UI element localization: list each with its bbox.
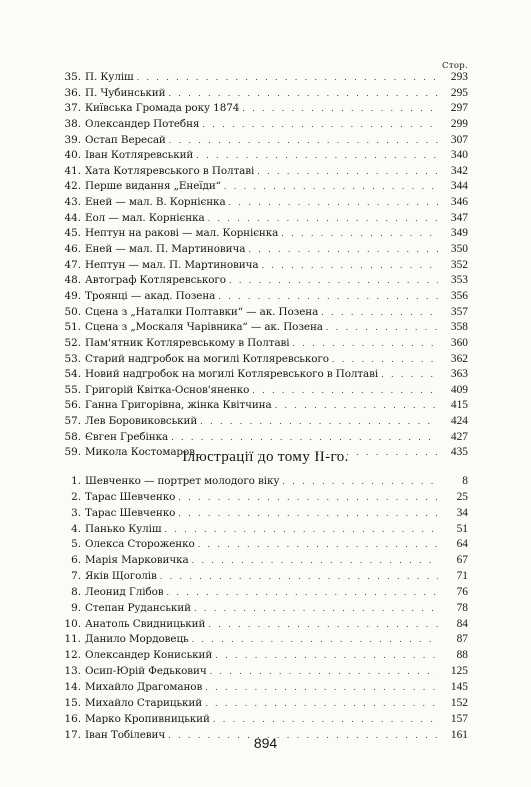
entry-title: Еол — мал. Корнієнка [85,211,205,224]
entry-page-number: 84 [456,617,468,630]
toc-entry [62,712,468,728]
toc-entry [62,383,468,399]
dot-leader [248,242,438,258]
entry-number: 53. [64,352,81,365]
entry-title: Степан Руданський [85,601,191,614]
dot-leader [178,490,438,506]
dot-leader [205,680,438,696]
entry-number: 16. [64,712,81,725]
entry-page-number: 307 [450,133,468,146]
entry-page-number: 71 [456,570,468,583]
toc-entry [62,601,468,617]
dot-leader [321,305,438,321]
dot-leader [213,712,438,728]
entry-title: Старий надгробок на могилі Котляревського [85,352,329,365]
dot-leader [137,70,438,86]
entry-number: 9. [71,601,81,614]
dot-leader [224,179,438,195]
entry-title: Григорій Квітка-Основ'яненко [85,383,250,396]
toc-entry [62,553,468,569]
toc-entry [62,569,468,585]
dot-leader [215,648,438,664]
entry-number: 57. [64,415,81,428]
dot-leader [275,398,438,414]
toc-entry [62,133,468,149]
entry-page-number: 152 [450,696,468,709]
entry-title: Олександер Потебня [85,117,200,130]
entry-title: Іван Тобілевич [85,728,166,741]
entry-title: Перше видання „Енеїди“ [85,180,221,193]
entry-number: 44. [64,211,81,224]
entry-title: Еней — мал. П. Мартиновича [85,243,246,256]
toc-entry [62,632,468,648]
entry-page-number: 297 [450,102,468,115]
entry-title: Пам'ятник Котляревському в Полтаві [85,336,290,349]
dot-leader [208,617,438,633]
entry-page-number: 76 [456,585,468,598]
dot-leader [218,289,438,305]
entry-title: Нептун — мал. П. Мартиновича [85,258,259,271]
toc-entry [62,226,468,242]
entry-page-number: 88 [456,649,468,662]
dot-leader [178,506,438,522]
toc-entry [62,680,468,696]
toc-entry [62,430,468,446]
dot-leader [252,383,438,399]
entry-title: Панько Куліш [85,522,162,535]
entry-title: Марко Кропивницький [85,712,210,725]
dot-leader [200,414,438,430]
entry-title: Тарас Шевченко [85,490,176,503]
entry-number: 36. [64,86,81,99]
dot-leader [202,117,438,133]
entry-title: Євген Гребінка [85,430,169,443]
toc-entry [62,664,468,680]
entry-page-number: 362 [450,352,468,365]
entry-page-number: 342 [450,164,468,177]
dot-leader [293,336,438,352]
dot-leader [192,632,438,648]
dot-leader [229,195,438,211]
toc-entry [62,164,468,180]
dot-leader [281,226,438,242]
entry-number: 46. [64,243,81,256]
entry-page-number: 8 [462,475,468,487]
dot-leader [168,86,438,102]
entry-page-number: 424 [450,415,468,428]
entry-page-number: 295 [450,86,468,99]
entry-number: 14. [64,680,81,693]
entry-title: Іван Котляревський [85,149,194,162]
entry-title: Лев Боровиковський [85,415,198,428]
entry-title: Марія Марковичка [85,554,189,567]
dot-leader [171,430,438,446]
toc-entry [62,474,468,490]
entry-page-number: 157 [450,712,468,725]
entry-page-number: 293 [450,71,468,83]
page-column-header: Стор. [442,61,468,71]
entry-page-number: 350 [450,243,468,256]
toc-entry [62,273,468,289]
illustrations-list-volume-2 [62,474,468,743]
dot-leader [282,474,438,490]
dot-leader [169,133,438,149]
dot-leader [326,320,438,336]
dot-leader [194,601,438,617]
entry-title: Автограф Котляревського [85,274,226,287]
entry-number: 38. [64,117,81,130]
entry-title: Нептун на ракові — мал. Корнієнка [85,227,279,240]
dot-leader [208,211,438,227]
dot-leader [242,101,438,117]
toc-entry [62,537,468,553]
entry-number: 42. [64,180,81,193]
entry-title: Олександер Кониський [85,649,213,662]
entry-page-number: 356 [450,289,468,302]
dot-leader [229,273,438,289]
entry-number: 39. [64,133,81,146]
entry-title: Новий надгробок на могилі Котляревського в Полтаві [85,368,379,381]
entry-number: 3. [71,506,81,519]
entry-page-number: 344 [450,180,468,193]
toc-entry [62,305,468,321]
entry-page-number: 67 [456,554,468,567]
entry-number: 40. [64,149,81,162]
entry-page-number: 409 [450,383,468,396]
entry-title: П. Куліш [85,71,134,83]
entry-page-number: 415 [450,399,468,412]
illustrations-list-continued [62,70,468,461]
entry-title: Яків Щоголів [85,570,157,583]
toc-entry [62,320,468,336]
entry-title: Тарас Шевченко [85,506,176,519]
entry-number: 56. [64,399,81,412]
entry-page-number: 125 [450,665,468,678]
entry-page-number: 363 [450,368,468,381]
entry-number: 17. [64,728,81,741]
entry-page-number: 25 [456,490,468,503]
toc-entry [62,336,468,352]
toc-entry [62,617,468,633]
entry-title: Хата Котляревського в Полтаві [85,164,255,177]
dot-leader [332,352,438,368]
entry-page-number: 78 [456,601,468,614]
toc-entry [62,117,468,133]
entry-number: 13. [64,665,81,678]
toc-entry [62,398,468,414]
entry-title: П. Чубинський [85,86,166,99]
entry-number: 41. [64,164,81,177]
toc-entry [62,195,468,211]
entry-page-number: 427 [450,430,468,443]
entry-title: Осип-Юрій Федькович [85,665,207,678]
toc-entry [62,414,468,430]
entry-number: 4. [71,522,81,535]
entry-page-number: 435 [450,446,468,459]
entry-number: 8. [71,585,81,598]
entry-page-number: 51 [456,522,468,535]
entry-title: Данило Мордовець [85,633,189,646]
entry-number: 37. [64,102,81,115]
entry-number: 2. [71,490,81,503]
toc-entry [62,352,468,368]
entry-number: 47. [64,258,81,271]
toc-entry [62,522,468,538]
entry-title: Ганна Григорівна, жінка Квітчина [85,399,272,412]
entry-page-number: 299 [450,117,468,130]
toc-entry [62,289,468,305]
toc-entry [62,86,468,102]
entry-page-number: 145 [450,680,468,693]
entry-page-number: 352 [450,258,468,271]
entry-title: Микола Костомаров [85,446,195,459]
entry-number: 35. [64,71,81,83]
dot-leader [198,537,438,553]
entry-number: 12. [64,649,81,662]
toc-entry [62,242,468,258]
entry-number: 58. [64,430,81,443]
toc-entry [62,696,468,712]
toc-entry [62,367,468,383]
entry-page-number: 34 [456,506,468,519]
toc-entry [62,506,468,522]
dot-leader [261,258,438,274]
entry-number: 51. [64,321,81,334]
entry-title: Еней — мал. В. Корнієнка [85,196,226,209]
entry-page-number: 64 [456,538,468,551]
toc-entry [62,211,468,227]
entry-title: Леонид Глібов [85,585,164,598]
entry-title: Михайло Драгоманов [85,680,203,693]
entry-title: Київська Громада року 1874 [85,102,240,115]
entry-number: 7. [71,570,81,583]
dot-leader [167,585,439,601]
entry-number: 5. [71,538,81,551]
entry-page-number: 347 [450,211,468,224]
entry-page-number: 358 [450,321,468,334]
toc-entry [62,648,468,664]
entry-number: 45. [64,227,81,240]
toc-entry [62,258,468,274]
entry-number: 59. [64,446,81,459]
entry-number: 15. [64,696,81,709]
entry-number: 54. [64,368,81,381]
dot-leader [205,696,438,712]
dot-leader [210,664,438,680]
entry-title: Сцена з „Москаля Чарівника“ — ак. Позена [85,321,323,334]
dot-leader [160,569,438,585]
toc-entry [62,70,468,86]
entry-number: 43. [64,196,81,209]
entry-title: Шевченко — портрет молодого віку [85,475,280,487]
section-heading: Ілюстрації до тому II-го. [182,449,349,465]
entry-number: 11. [64,633,81,646]
entry-page-number: 357 [450,305,468,318]
dot-leader [381,367,438,383]
entry-page-number: 349 [450,227,468,240]
entry-page-number: 340 [450,149,468,162]
entry-page-number: 346 [450,196,468,209]
dot-leader [164,522,438,538]
entry-number: 10. [64,617,81,630]
toc-entry [62,148,468,164]
entry-title: Анатоль Свидницький [85,617,206,630]
entry-title: Олекса Стороженко [85,538,195,551]
toc-entry [62,490,468,506]
toc-entry [62,585,468,601]
entry-title: Троянці — акад. Позена [85,289,216,302]
dot-leader [192,553,438,569]
entry-number: 55. [64,383,81,396]
entry-number: 49. [64,289,81,302]
entry-title: Остап Вересай [85,133,166,146]
entry-number: 6. [71,554,81,567]
toc-entry [62,101,468,117]
entry-page-number: 360 [450,336,468,349]
dot-leader [196,148,438,164]
entry-title: Михайло Старицький [85,696,203,709]
entry-page-number: 87 [456,633,468,646]
dot-leader [257,164,438,180]
entry-number: 52. [64,336,81,349]
entry-number: 48. [64,274,81,287]
entry-page-number: 353 [450,274,468,287]
entry-number: 50. [64,305,81,318]
entry-title: Сцена з „Наталки Полтавки“ — ак. Позена [85,305,319,318]
page-number: 894 [253,735,278,751]
entry-page-number: 161 [450,728,468,741]
entry-number: 1. [71,475,81,487]
toc-entry [62,179,468,195]
